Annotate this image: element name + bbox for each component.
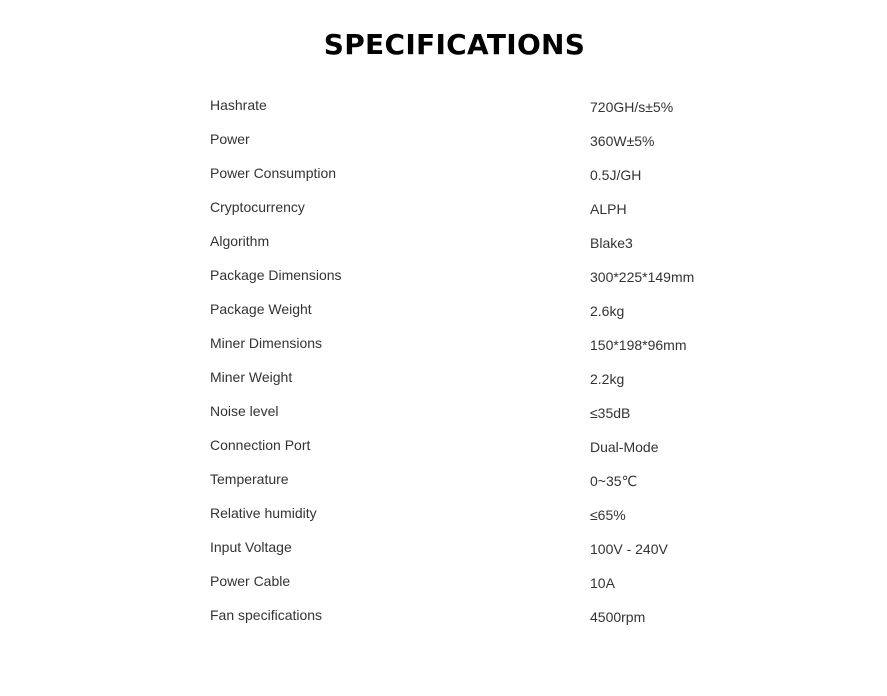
spec-value: Blake3	[590, 235, 633, 251]
spec-row-miner-dimensions	[210, 327, 730, 361]
spec-label: Input Voltage	[210, 539, 292, 555]
spec-label: Cryptocurrency	[210, 199, 305, 215]
spec-value: 4500rpm	[590, 609, 646, 625]
spec-value: 100V - 240V	[590, 541, 668, 557]
spec-label: Power Consumption	[210, 165, 337, 181]
spec-row-power-cable	[210, 565, 730, 599]
spec-value: 300*225*149mm	[590, 269, 695, 285]
spec-row-algorithm	[210, 225, 730, 259]
spec-label: Fan specifications	[210, 607, 323, 623]
spec-value: ≤35dB	[590, 405, 631, 421]
spec-value: ALPH	[590, 201, 627, 217]
spec-label: Miner Dimensions	[210, 335, 323, 351]
spec-row-input-voltage	[210, 531, 730, 565]
spec-row-power-consumption	[210, 157, 730, 191]
spec-value: 2.2kg	[590, 371, 625, 387]
spec-label: Relative humidity	[210, 505, 317, 521]
spec-value: 360W±5%	[590, 133, 655, 149]
spec-value: 150*198*96mm	[590, 337, 687, 353]
spec-label: Power Cable	[210, 573, 291, 589]
spec-label: Package Weight	[210, 301, 312, 317]
spec-label: Miner Weight	[210, 369, 293, 385]
spec-value: 0~35℃	[590, 473, 638, 489]
spec-row-fan-specifications	[210, 599, 730, 633]
spec-row-package-dimensions	[210, 259, 730, 293]
spec-row-connection-port	[210, 429, 730, 463]
spec-value: ≤65%	[590, 507, 626, 523]
spec-label: Package Dimensions	[210, 267, 342, 283]
spec-row-package-weight	[210, 293, 730, 327]
spec-row-hashrate	[210, 89, 730, 123]
spec-label: Temperature	[210, 471, 289, 487]
spec-value: 0.5J/GH	[590, 167, 642, 183]
spec-label: Algorithm	[210, 233, 270, 249]
spec-row-power	[210, 123, 730, 157]
page-title: SPECIFICATIONS	[323, 28, 586, 61]
spec-value: 720GH/s±5%	[590, 99, 674, 115]
spec-label: Power	[210, 131, 250, 147]
spec-row-temperature	[210, 463, 730, 497]
spec-value: 10A	[590, 575, 615, 591]
spec-row-cryptocurrency	[210, 191, 730, 225]
specifications-table	[210, 89, 730, 633]
spec-label: Connection Port	[210, 437, 311, 453]
spec-value: 2.6kg	[590, 303, 625, 319]
spec-label: Hashrate	[210, 97, 267, 113]
spec-row-relative-humidity	[210, 497, 730, 531]
spec-value: Dual-Mode	[590, 439, 659, 455]
spec-label: Noise level	[210, 403, 279, 419]
spec-row-miner-weight	[210, 361, 730, 395]
spec-row-noise-level	[210, 395, 730, 429]
